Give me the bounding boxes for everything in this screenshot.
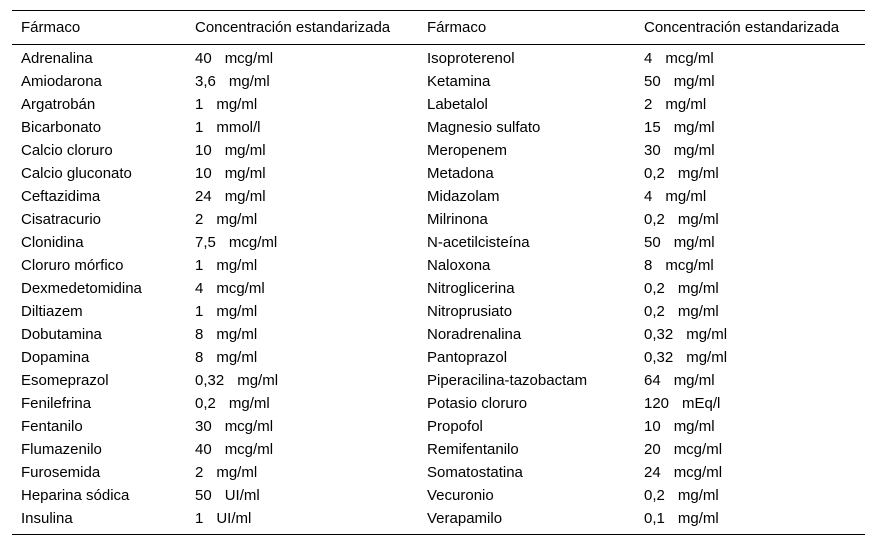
- concentration-cell: [195, 441, 427, 458]
- drug-name-cell: Meropenem: [427, 142, 508, 159]
- concentration-value: 0,2: [644, 165, 665, 182]
- drug-name-cell: Milrinona: [427, 211, 488, 228]
- concentration-unit: mg/ml: [216, 464, 258, 481]
- table-row: [12, 300, 865, 323]
- concentration-value: 24: [644, 464, 661, 481]
- concentration-cell: [195, 73, 427, 90]
- drug-name-cell: Verapamilo: [427, 510, 503, 527]
- drug-name-cell: Cisatracurio: [21, 211, 102, 228]
- drug-name-cell: Fenilefrina: [21, 395, 92, 412]
- drug-name-cell: Diltiazem: [21, 303, 83, 320]
- concentration-unit: UI/ml: [216, 510, 252, 527]
- concentration-value: 50: [644, 73, 661, 90]
- concentration-cell: [195, 349, 427, 366]
- concentration-value: 3,6: [195, 73, 216, 90]
- table-row: [12, 507, 865, 530]
- concentration-cell: [195, 418, 427, 435]
- concentration-cell: [195, 487, 427, 504]
- concentration-unit: mg/ml: [677, 280, 719, 297]
- drug-name-cell: Clonidina: [21, 234, 84, 251]
- drug-name-cell: Noradrenalina: [427, 326, 522, 343]
- concentration-unit: mcg/ml: [224, 418, 274, 435]
- concentration-cell: [195, 234, 427, 251]
- concentration-value: 8: [644, 257, 653, 274]
- drug-name-cell: Remifentanilo: [427, 441, 519, 458]
- concentration-value: 0,2: [644, 303, 665, 320]
- concentration-unit: mg/ml: [673, 119, 715, 136]
- drug-name-cell: N-acetilcisteína: [427, 234, 530, 251]
- concentration-cell: [644, 464, 854, 481]
- concentration-value: 40: [195, 441, 212, 458]
- concentration-value: 2: [644, 96, 653, 113]
- concentration-cell: [195, 50, 427, 67]
- drug-name-cell: Isoproterenol: [427, 50, 515, 67]
- concentration-unit: mg/ml: [673, 73, 715, 90]
- concentration-value: 8: [195, 349, 204, 366]
- drug-name-cell: Amiodarona: [21, 73, 102, 90]
- concentration-unit: mcg/ml: [665, 50, 714, 67]
- concentration-value: 15: [644, 119, 661, 136]
- table-row: [12, 369, 865, 392]
- concentration-unit: mg/ml: [216, 349, 258, 366]
- concentration-value: 1: [195, 303, 204, 320]
- drug-concentration-table: [12, 10, 865, 535]
- concentration-cell: [644, 73, 854, 90]
- concentration-unit: mEq/l: [682, 395, 721, 412]
- drug-name-cell: Potasio cloruro: [427, 395, 528, 412]
- concentration-unit: mg/ml: [665, 96, 707, 113]
- concentration-cell: [195, 96, 427, 113]
- table-row: [12, 392, 865, 415]
- drug-name-cell: Propofol: [427, 418, 483, 435]
- table-row: [12, 231, 865, 254]
- concentration-unit: mmol/l: [216, 119, 261, 136]
- table-row: [12, 116, 865, 139]
- header-drug-2: Fármaco: [427, 19, 487, 36]
- concentration-value: 0,2: [644, 211, 665, 228]
- concentration-cell: [195, 326, 427, 343]
- concentration-unit: mg/ml: [216, 303, 258, 320]
- concentration-value: 0,2: [195, 395, 216, 412]
- concentration-cell: [195, 188, 427, 205]
- table-header: [12, 11, 865, 45]
- concentration-cell: [195, 464, 427, 481]
- concentration-cell: [644, 257, 854, 274]
- concentration-cell: [195, 280, 427, 297]
- drug-name-cell: Ceftazidima: [21, 188, 101, 205]
- concentration-cell: [644, 372, 854, 389]
- table-row: [12, 70, 865, 93]
- concentration-value: 8: [195, 326, 204, 343]
- table-row: [12, 346, 865, 369]
- header-concentration-2: Concentración estandarizada: [644, 19, 840, 36]
- concentration-unit: mg/ml: [224, 142, 266, 159]
- table-row: [12, 254, 865, 277]
- drug-name-cell: Bicarbonato: [21, 119, 102, 136]
- concentration-value: 1: [195, 510, 204, 527]
- concentration-unit: mcg/ml: [228, 234, 278, 251]
- concentration-unit: mg/ml: [686, 349, 728, 366]
- concentration-cell: [644, 188, 854, 205]
- concentration-value: 2: [195, 211, 204, 228]
- drug-name-cell: Pantoprazol: [427, 349, 508, 366]
- drug-name-cell: Argatrobán: [21, 96, 96, 113]
- concentration-cell: [195, 372, 427, 389]
- concentration-unit: mg/ml: [216, 96, 258, 113]
- concentration-unit: mg/ml: [677, 303, 719, 320]
- concentration-unit: mcg/ml: [673, 441, 723, 458]
- drug-name-cell: Fentanilo: [21, 418, 83, 435]
- header-drug-1: Fármaco: [21, 19, 81, 36]
- concentration-value: 0,32: [644, 326, 674, 343]
- concentration-unit: mg/ml: [228, 395, 270, 412]
- concentration-cell: [195, 119, 427, 136]
- table-row: [12, 162, 865, 185]
- concentration-value: 4: [195, 280, 204, 297]
- table-row: [12, 277, 865, 300]
- concentration-unit: mg/ml: [224, 188, 266, 205]
- concentration-value: 30: [644, 142, 661, 159]
- concentration-cell: [644, 119, 854, 136]
- drug-name-cell: Heparina sódica: [21, 487, 130, 504]
- concentration-value: 4: [644, 50, 653, 67]
- concentration-value: 10: [195, 165, 212, 182]
- drug-name-cell: Adrenalina: [21, 50, 93, 67]
- concentration-cell: [195, 142, 427, 159]
- concentration-value: 50: [644, 234, 661, 251]
- concentration-unit: mg/ml: [224, 165, 266, 182]
- concentration-value: 24: [195, 188, 212, 205]
- concentration-unit: mg/ml: [686, 326, 728, 343]
- concentration-unit: mg/ml: [216, 257, 258, 274]
- concentration-cell: [644, 487, 854, 504]
- concentration-unit: mg/ml: [673, 234, 715, 251]
- concentration-cell: [644, 142, 854, 159]
- drug-name-cell: Dexmedetomidina: [21, 280, 142, 297]
- drug-name-cell: Esomeprazol: [21, 372, 109, 389]
- concentration-unit: mg/ml: [237, 372, 279, 389]
- concentration-cell: [195, 510, 427, 527]
- concentration-cell: [644, 510, 854, 527]
- concentration-cell: [644, 280, 854, 297]
- concentration-unit: mg/ml: [216, 326, 258, 343]
- concentration-value: 1: [195, 119, 204, 136]
- table-row: [12, 438, 865, 461]
- concentration-value: 50: [195, 487, 212, 504]
- drug-name-cell: Vecuronio: [427, 487, 494, 504]
- concentration-unit: mcg/ml: [224, 441, 274, 458]
- concentration-cell: [195, 165, 427, 182]
- concentration-cell: [644, 211, 854, 228]
- concentration-cell: [644, 50, 854, 67]
- drug-name-cell: Somatostatina: [427, 464, 523, 481]
- concentration-cell: [195, 395, 427, 412]
- table-row: [12, 461, 865, 484]
- concentration-value: 1: [195, 96, 204, 113]
- concentration-unit: mg/ml: [677, 510, 719, 527]
- concentration-unit: mg/ml: [216, 211, 258, 228]
- concentration-unit: mg/ml: [673, 372, 715, 389]
- concentration-value: 30: [195, 418, 212, 435]
- concentration-cell: [644, 165, 854, 182]
- concentration-unit: mg/ml: [677, 211, 719, 228]
- table-row: [12, 139, 865, 162]
- drug-name-cell: Dopamina: [21, 349, 90, 366]
- concentration-cell: [644, 418, 854, 435]
- table-row: [12, 323, 865, 346]
- table-row: [12, 93, 865, 116]
- drug-name-cell: Cloruro mórfico: [21, 257, 124, 274]
- concentration-value: 0,2: [644, 487, 665, 504]
- concentration-value: 7,5: [195, 234, 216, 251]
- concentration-unit: mg/ml: [228, 73, 270, 90]
- concentration-cell: [644, 441, 854, 458]
- concentration-unit: mg/ml: [665, 188, 707, 205]
- concentration-cell: [644, 349, 854, 366]
- drug-name-cell: Furosemida: [21, 464, 101, 481]
- concentration-unit: mg/ml: [677, 487, 719, 504]
- concentration-value: 0,1: [644, 510, 665, 527]
- concentration-value: 0,32: [195, 372, 225, 389]
- concentration-unit: mcg/ml: [673, 464, 723, 481]
- concentration-unit: mcg/ml: [216, 280, 265, 297]
- drug-name-cell: Magnesio sulfato: [427, 119, 541, 136]
- table-row: [12, 484, 865, 507]
- concentration-value: 64: [644, 372, 661, 389]
- drug-name-cell: Flumazenilo: [21, 441, 102, 458]
- drug-name-cell: Insulina: [21, 510, 73, 527]
- drug-name-cell: Ketamina: [427, 73, 491, 90]
- drug-name-cell: Dobutamina: [21, 326, 102, 343]
- drug-name-cell: Metadona: [427, 165, 494, 182]
- table-row: [12, 185, 865, 208]
- concentration-value: 1: [195, 257, 204, 274]
- drug-name-cell: Calcio gluconato: [21, 165, 132, 182]
- concentration-value: 10: [644, 418, 661, 435]
- concentration-value: 0,32: [644, 349, 674, 366]
- concentration-unit: UI/ml: [224, 487, 260, 504]
- concentration-cell: [644, 395, 854, 412]
- concentration-cell: [195, 303, 427, 320]
- table-row: [12, 47, 865, 70]
- concentration-cell: [644, 234, 854, 251]
- drug-name-cell: Calcio cloruro: [21, 142, 113, 159]
- header-concentration-1: Concentración estandarizada: [195, 19, 391, 36]
- concentration-cell: [644, 303, 854, 320]
- concentration-unit: mcg/ml: [224, 50, 274, 67]
- drug-name-cell: Naloxona: [427, 257, 491, 274]
- concentration-unit: mg/ml: [673, 142, 715, 159]
- concentration-unit: mcg/ml: [665, 257, 714, 274]
- concentration-unit: mg/ml: [673, 418, 715, 435]
- concentration-value: 10: [195, 142, 212, 159]
- concentration-unit: mg/ml: [677, 165, 719, 182]
- table-row: [12, 415, 865, 438]
- drug-name-cell: Midazolam: [427, 188, 500, 205]
- drug-name-cell: Nitroglicerina: [427, 280, 515, 297]
- drug-name-cell: Labetalol: [427, 96, 488, 113]
- concentration-value: 40: [195, 50, 212, 67]
- table-body: [12, 45, 865, 534]
- concentration-cell: [644, 326, 854, 343]
- concentration-cell: [195, 211, 427, 228]
- drug-name-cell: Piperacilina-tazobactam: [427, 372, 588, 389]
- concentration-value: 120: [644, 395, 670, 412]
- drug-name-cell: Nitroprusiato: [427, 303, 513, 320]
- concentration-value: 4: [644, 188, 653, 205]
- concentration-value: 20: [644, 441, 661, 458]
- concentration-cell: [644, 96, 854, 113]
- concentration-value: 2: [195, 464, 204, 481]
- concentration-cell: [195, 257, 427, 274]
- table-row: [12, 208, 865, 231]
- concentration-value: 0,2: [644, 280, 665, 297]
